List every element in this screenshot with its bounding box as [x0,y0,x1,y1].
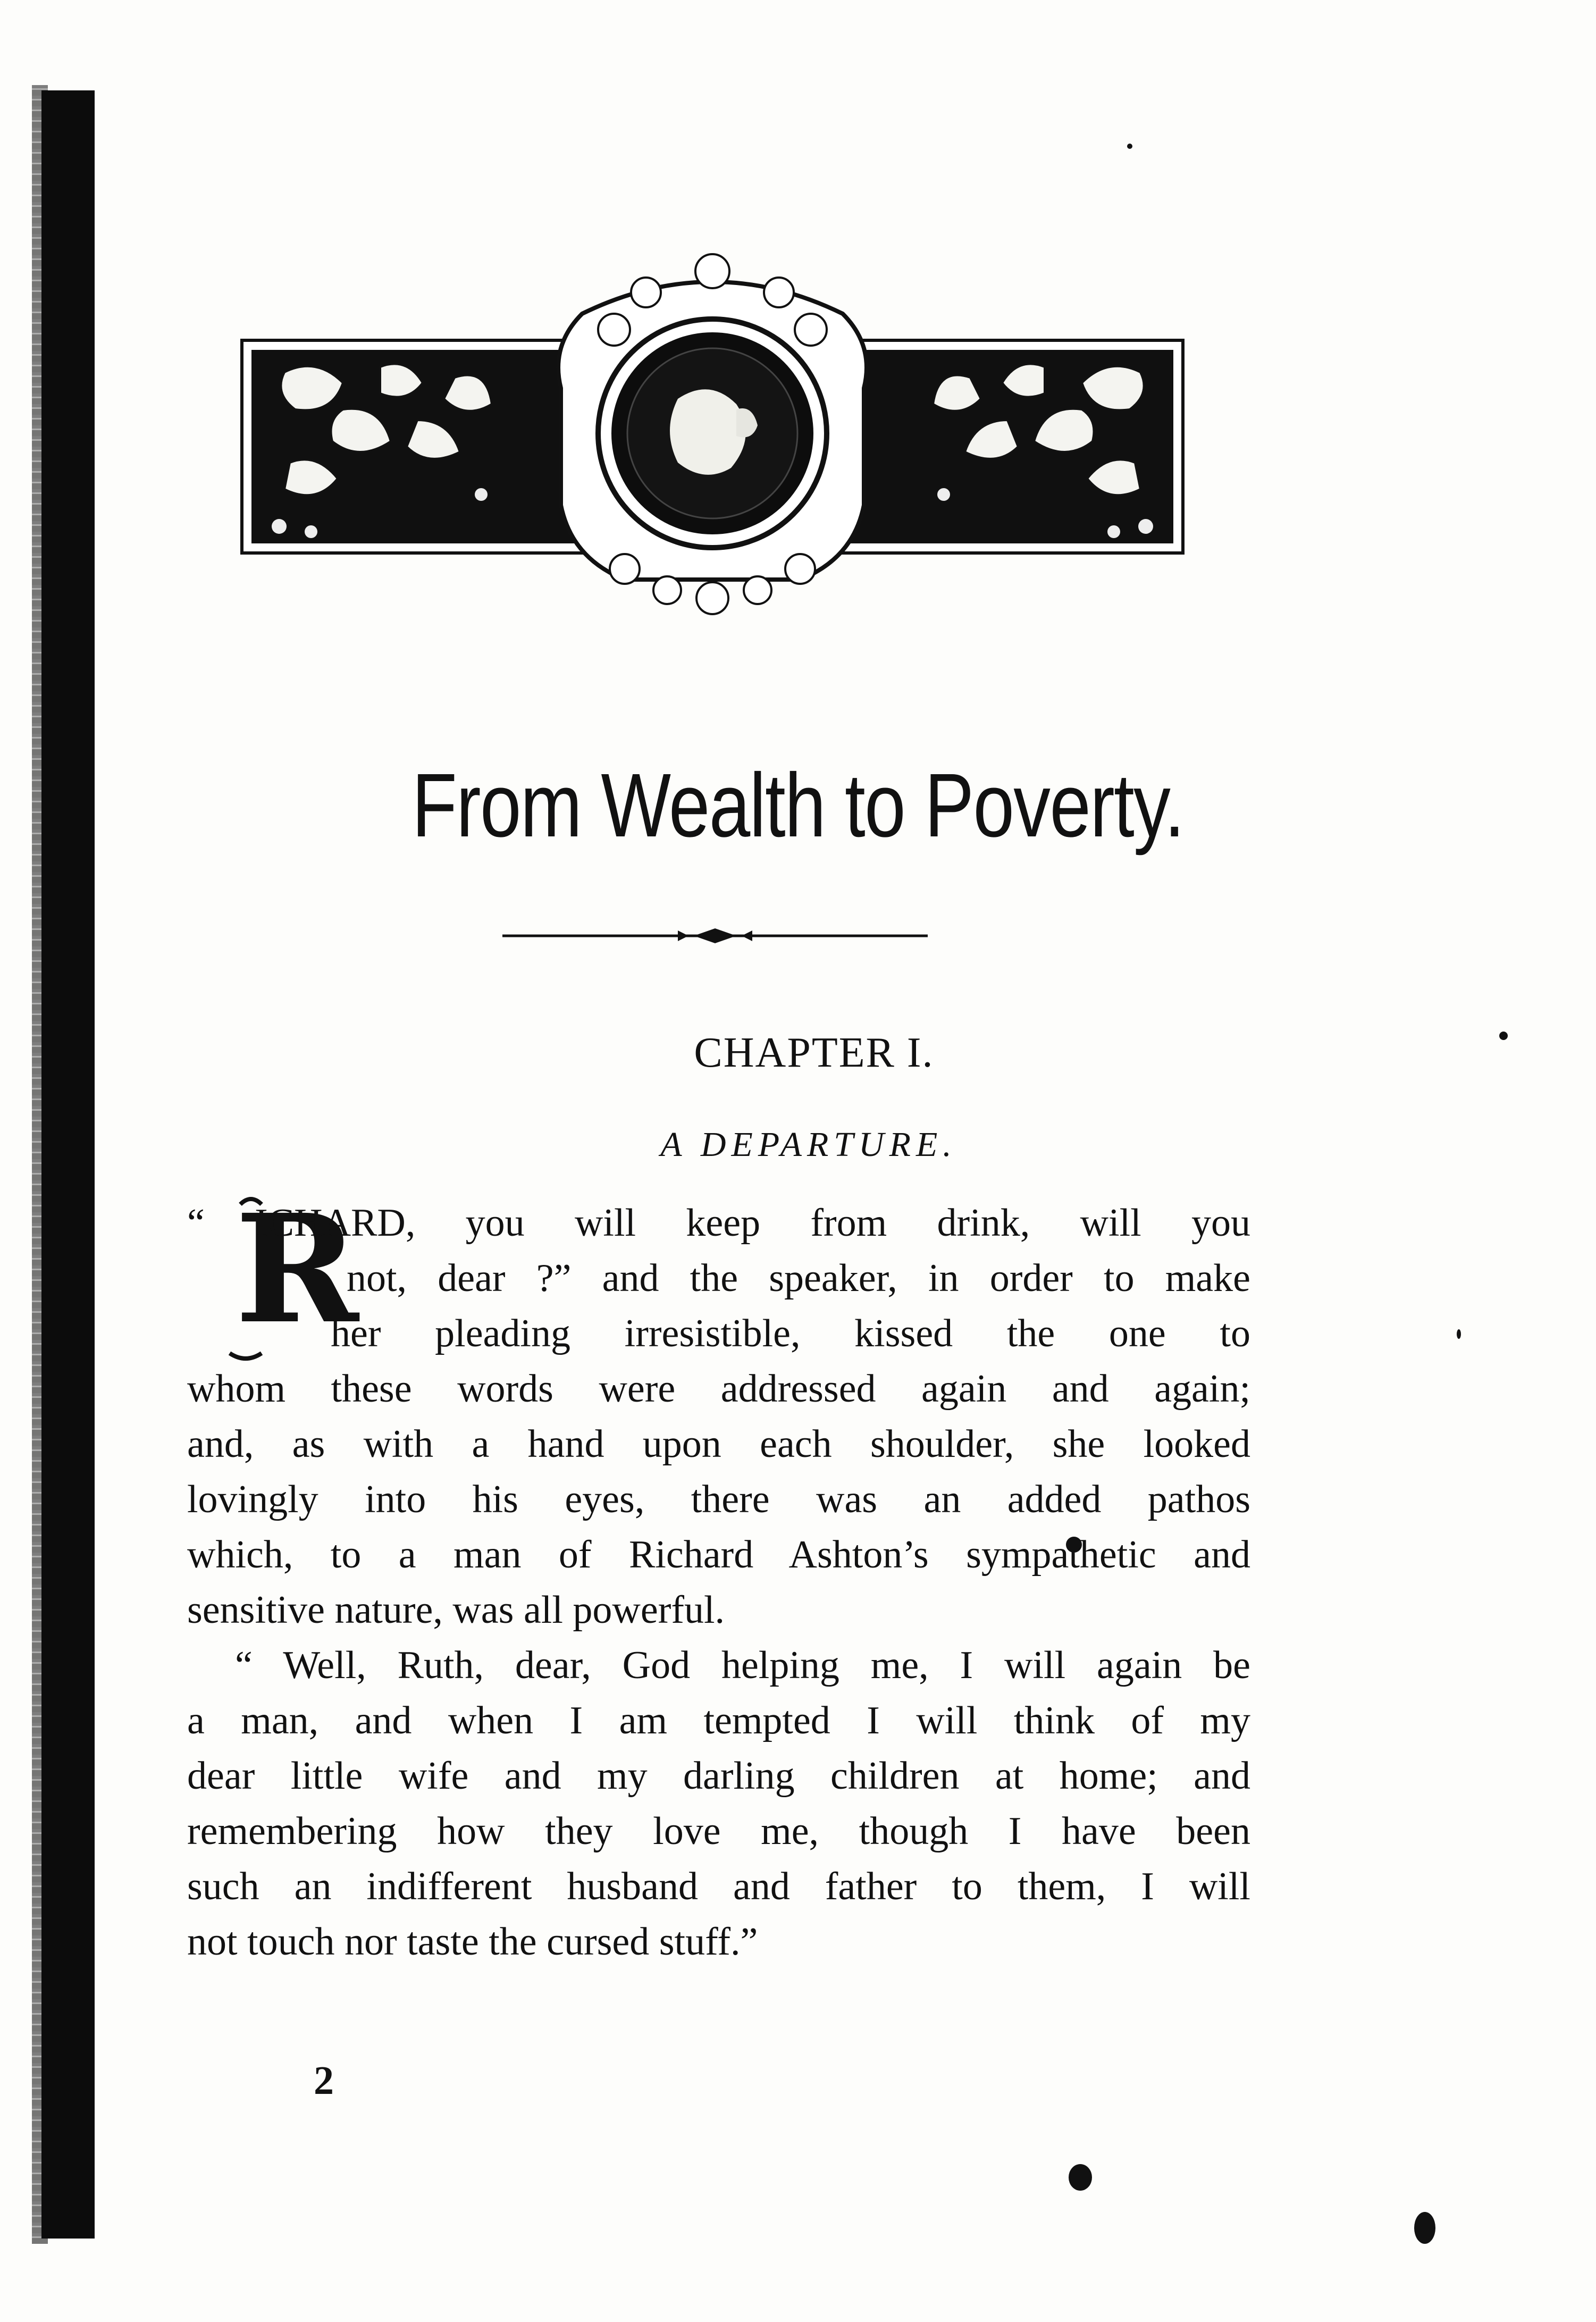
ink-speck [1457,1329,1461,1339]
ink-speck [1127,144,1132,149]
paragraph [187,1195,1250,1638]
page-number: 2 [314,2058,334,2103]
ink-speck [1069,2164,1092,2191]
text-line: such an indifferent husband and father to them, I will [187,1865,1250,1908]
text-line: dear little wife and my darling children at home; and [187,1754,1250,1798]
ink-speck [1414,2212,1435,2244]
floral-headpiece-ornament [242,250,1183,622]
text-line: and, as with a hand upon each shoulder, she looked [187,1422,1250,1466]
text-line: whom these words were addressed again and again; [187,1367,1250,1411]
chapter-subtitle: A DEPARTURE. [660,1125,957,1164]
text-line: not, dear ?” and the speaker, in order to make [347,1256,1250,1300]
text-line: “ ICHARD, you will keep from drink, will you [187,1201,1250,1245]
chapter-heading: CHAPTER I. [694,1029,934,1076]
text-line: her pleading irresistible, kissed the one to [331,1312,1250,1355]
paragraph [187,1638,1250,1969]
text-line: “ Well, Ruth, dear, God helping me, I will again be [235,1644,1250,1687]
book-title: From Wealth to Poverty. [411,755,1184,856]
svg-text:R: R [235,1182,359,1357]
text-line: lovingly into his eyes, there was an added pathos [187,1478,1250,1521]
text-line: sensitive nature, was all powerful. [187,1588,725,1632]
chapter-text [187,1195,1250,1969]
text-line: remembering how they love me, though I have been [187,1809,1250,1853]
text-line: which, to a man of Richard Ashton’s sympathetic and [187,1533,1250,1577]
text-line: a man, and when I am tempted I will think of my [187,1699,1250,1742]
text-line: not touch nor taste the cursed stuff.” [187,1920,758,1964]
diamond-rule-ornament [502,925,928,946]
